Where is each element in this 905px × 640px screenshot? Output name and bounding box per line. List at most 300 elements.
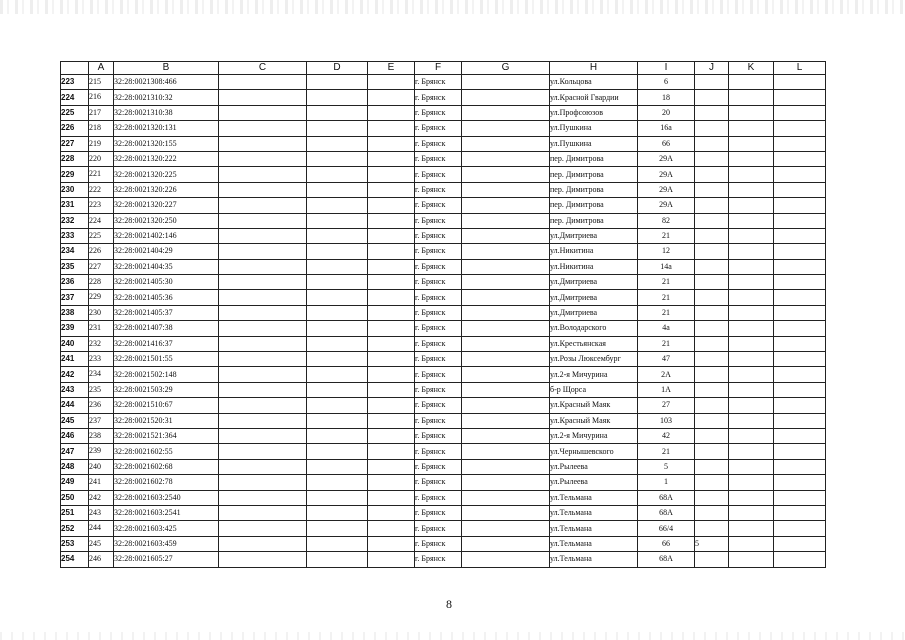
cell-f[interactable]: г. Брянск [415, 382, 462, 397]
cell-l[interactable] [774, 321, 826, 336]
cell-k[interactable] [729, 475, 774, 490]
cell-b[interactable]: 32:28:0021503:29 [114, 382, 219, 397]
cell-d[interactable] [307, 475, 368, 490]
cell-k[interactable] [729, 290, 774, 305]
cell-g[interactable] [462, 490, 550, 505]
cell-j[interactable] [695, 475, 729, 490]
cell-d[interactable] [307, 121, 368, 136]
cell-i[interactable]: 6 [638, 75, 695, 90]
cell-j[interactable] [695, 213, 729, 228]
cell-d[interactable] [307, 352, 368, 367]
cell-e[interactable] [368, 244, 415, 259]
cell-j[interactable] [695, 367, 729, 382]
cell-i[interactable]: 20 [638, 105, 695, 120]
column-header-d[interactable]: D [307, 62, 368, 75]
row-number[interactable]: 238 [61, 305, 89, 320]
cell-c[interactable] [219, 459, 307, 474]
cell-i[interactable]: 16а [638, 121, 695, 136]
cell-d[interactable] [307, 552, 368, 567]
cell-h[interactable]: ул.Тельмана [550, 552, 638, 567]
cell-l[interactable] [774, 290, 826, 305]
cell-f[interactable]: г. Брянск [415, 398, 462, 413]
cell-d[interactable] [307, 167, 368, 182]
row-number[interactable]: 251 [61, 505, 89, 520]
cell-a[interactable]: 232 [89, 336, 114, 351]
cell-l[interactable] [774, 352, 826, 367]
cell-c[interactable] [219, 367, 307, 382]
row-number[interactable]: 237 [61, 290, 89, 305]
cell-b[interactable]: 32:28:0021603:459 [114, 536, 219, 551]
cell-d[interactable] [307, 413, 368, 428]
cell-e[interactable] [368, 275, 415, 290]
cell-b[interactable]: 32:28:0021320:131 [114, 121, 219, 136]
cell-l[interactable] [774, 167, 826, 182]
cell-i[interactable]: 21 [638, 444, 695, 459]
cell-g[interactable] [462, 213, 550, 228]
cell-d[interactable] [307, 105, 368, 120]
cell-c[interactable] [219, 105, 307, 120]
cell-d[interactable] [307, 336, 368, 351]
cell-l[interactable] [774, 228, 826, 243]
cell-d[interactable] [307, 490, 368, 505]
cell-b[interactable]: 32:28:0021310:38 [114, 105, 219, 120]
cell-e[interactable] [368, 413, 415, 428]
cell-a[interactable]: 231 [89, 321, 114, 336]
cell-d[interactable] [307, 459, 368, 474]
cell-l[interactable] [774, 428, 826, 443]
row-number[interactable]: 233 [61, 228, 89, 243]
cell-g[interactable] [462, 290, 550, 305]
cell-b[interactable]: 32:28:0021416:37 [114, 336, 219, 351]
cell-a[interactable]: 243 [89, 505, 114, 520]
cell-c[interactable] [219, 121, 307, 136]
cell-i[interactable]: 29А [638, 182, 695, 197]
row-number[interactable]: 229 [61, 167, 89, 182]
cell-l[interactable] [774, 213, 826, 228]
cell-l[interactable] [774, 382, 826, 397]
cell-e[interactable] [368, 490, 415, 505]
cell-i[interactable]: 47 [638, 352, 695, 367]
cell-a[interactable]: 219 [89, 136, 114, 151]
cell-h[interactable]: ул.Дмитриева [550, 290, 638, 305]
cell-g[interactable] [462, 121, 550, 136]
cell-h[interactable]: ул.Тельмана [550, 521, 638, 536]
cell-g[interactable] [462, 536, 550, 551]
cell-g[interactable] [462, 336, 550, 351]
cell-k[interactable] [729, 536, 774, 551]
cell-j[interactable] [695, 428, 729, 443]
row-number[interactable]: 246 [61, 428, 89, 443]
cell-h[interactable]: ул.Тельмана [550, 536, 638, 551]
cell-d[interactable] [307, 444, 368, 459]
cell-g[interactable] [462, 151, 550, 166]
cell-j[interactable] [695, 352, 729, 367]
cell-k[interactable] [729, 105, 774, 120]
cell-e[interactable] [368, 352, 415, 367]
row-number[interactable]: 239 [61, 321, 89, 336]
cell-e[interactable] [368, 382, 415, 397]
cell-h[interactable]: ул.Никитина [550, 259, 638, 274]
cell-d[interactable] [307, 428, 368, 443]
cell-g[interactable] [462, 305, 550, 320]
cell-h[interactable]: ул.Дмитриева [550, 305, 638, 320]
cell-a[interactable]: 216 [89, 90, 114, 105]
cell-k[interactable] [729, 136, 774, 151]
cell-b[interactable]: 32:28:0021320:226 [114, 182, 219, 197]
column-header-j[interactable]: J [695, 62, 729, 75]
cell-f[interactable]: г. Брянск [415, 490, 462, 505]
cell-a[interactable]: 229 [89, 290, 114, 305]
cell-e[interactable] [368, 105, 415, 120]
cell-b[interactable]: 32:28:0021402:146 [114, 228, 219, 243]
cell-d[interactable] [307, 259, 368, 274]
cell-b[interactable]: 32:28:0021502:148 [114, 367, 219, 382]
cell-l[interactable] [774, 105, 826, 120]
cell-i[interactable]: 12 [638, 244, 695, 259]
cell-i[interactable]: 66 [638, 536, 695, 551]
cell-h[interactable]: ул.Рылеева [550, 475, 638, 490]
row-number[interactable]: 247 [61, 444, 89, 459]
cell-g[interactable] [462, 167, 550, 182]
cell-l[interactable] [774, 305, 826, 320]
cell-i[interactable]: 68А [638, 490, 695, 505]
row-number[interactable]: 243 [61, 382, 89, 397]
row-number[interactable]: 234 [61, 244, 89, 259]
cell-k[interactable] [729, 75, 774, 90]
cell-e[interactable] [368, 136, 415, 151]
column-header-k[interactable]: K [729, 62, 774, 75]
cell-b[interactable]: 32:28:0021602:68 [114, 459, 219, 474]
cell-c[interactable] [219, 382, 307, 397]
cell-a[interactable]: 217 [89, 105, 114, 120]
cell-h[interactable]: ул.Дмитриева [550, 228, 638, 243]
cell-l[interactable] [774, 505, 826, 520]
cell-f[interactable]: г. Брянск [415, 336, 462, 351]
cell-d[interactable] [307, 305, 368, 320]
row-number[interactable]: 232 [61, 213, 89, 228]
cell-b[interactable]: 32:28:0021603:2541 [114, 505, 219, 520]
cell-i[interactable]: 27 [638, 398, 695, 413]
row-number[interactable]: 224 [61, 90, 89, 105]
cell-e[interactable] [368, 259, 415, 274]
cell-h[interactable]: пер. Димитрова [550, 198, 638, 213]
cell-f[interactable]: г. Брянск [415, 244, 462, 259]
cell-e[interactable] [368, 367, 415, 382]
cell-c[interactable] [219, 444, 307, 459]
cell-l[interactable] [774, 90, 826, 105]
cell-e[interactable] [368, 75, 415, 90]
row-number[interactable]: 231 [61, 198, 89, 213]
cell-i[interactable]: 29А [638, 167, 695, 182]
cell-d[interactable] [307, 182, 368, 197]
cell-h[interactable]: ул.Чернышевского [550, 444, 638, 459]
row-number[interactable]: 242 [61, 367, 89, 382]
cell-l[interactable] [774, 121, 826, 136]
cell-i[interactable]: 18 [638, 90, 695, 105]
cell-k[interactable] [729, 213, 774, 228]
cell-h[interactable]: ул.Красный Маяк [550, 413, 638, 428]
cell-j[interactable] [695, 105, 729, 120]
cell-f[interactable]: г. Брянск [415, 167, 462, 182]
cell-i[interactable]: 4а [638, 321, 695, 336]
cell-g[interactable] [462, 552, 550, 567]
cell-f[interactable]: г. Брянск [415, 228, 462, 243]
cell-d[interactable] [307, 228, 368, 243]
cell-l[interactable] [774, 244, 826, 259]
cell-g[interactable] [462, 228, 550, 243]
cell-f[interactable]: г. Брянск [415, 275, 462, 290]
cell-l[interactable] [774, 536, 826, 551]
corner-header[interactable] [61, 62, 89, 75]
cell-e[interactable] [368, 182, 415, 197]
cell-i[interactable]: 21 [638, 228, 695, 243]
cell-f[interactable]: г. Брянск [415, 213, 462, 228]
cell-k[interactable] [729, 521, 774, 536]
cell-f[interactable]: г. Брянск [415, 505, 462, 520]
cell-e[interactable] [368, 475, 415, 490]
cell-b[interactable]: 32:28:0021520:31 [114, 413, 219, 428]
cell-c[interactable] [219, 75, 307, 90]
cell-b[interactable]: 32:28:0021310:32 [114, 90, 219, 105]
cell-a[interactable]: 222 [89, 182, 114, 197]
cell-e[interactable] [368, 336, 415, 351]
column-header-a[interactable]: A [89, 62, 114, 75]
row-number[interactable]: 228 [61, 151, 89, 166]
cell-b[interactable]: 32:28:0021405:36 [114, 290, 219, 305]
cell-j[interactable] [695, 259, 729, 274]
cell-f[interactable]: г. Брянск [415, 105, 462, 120]
cell-k[interactable] [729, 305, 774, 320]
cell-f[interactable]: г. Брянск [415, 290, 462, 305]
row-number[interactable]: 240 [61, 336, 89, 351]
cell-l[interactable] [774, 398, 826, 413]
cell-k[interactable] [729, 367, 774, 382]
cell-d[interactable] [307, 321, 368, 336]
cell-e[interactable] [368, 459, 415, 474]
cell-a[interactable]: 221 [89, 167, 114, 182]
cell-a[interactable]: 226 [89, 244, 114, 259]
row-number[interactable]: 235 [61, 259, 89, 274]
cell-k[interactable] [729, 182, 774, 197]
cell-h[interactable]: пер. Димитрова [550, 167, 638, 182]
cell-c[interactable] [219, 475, 307, 490]
cell-a[interactable]: 225 [89, 228, 114, 243]
cell-e[interactable] [368, 398, 415, 413]
cell-d[interactable] [307, 213, 368, 228]
cell-h[interactable]: ул.Володарского [550, 321, 638, 336]
cell-f[interactable]: г. Брянск [415, 475, 462, 490]
cell-j[interactable] [695, 413, 729, 428]
cell-b[interactable]: 32:28:0021320:222 [114, 151, 219, 166]
cell-j[interactable] [695, 521, 729, 536]
cell-g[interactable] [462, 90, 550, 105]
cell-h[interactable]: пер. Димитрова [550, 151, 638, 166]
cell-g[interactable] [462, 413, 550, 428]
cell-b[interactable]: 32:28:0021407:38 [114, 321, 219, 336]
cell-c[interactable] [219, 290, 307, 305]
row-number[interactable]: 245 [61, 413, 89, 428]
cell-k[interactable] [729, 505, 774, 520]
cell-b[interactable]: 32:28:0021320:155 [114, 136, 219, 151]
cell-e[interactable] [368, 428, 415, 443]
cell-j[interactable] [695, 228, 729, 243]
cell-a[interactable]: 215 [89, 75, 114, 90]
cell-j[interactable] [695, 305, 729, 320]
cell-l[interactable] [774, 259, 826, 274]
cell-l[interactable] [774, 151, 826, 166]
cell-d[interactable] [307, 398, 368, 413]
row-number[interactable]: 241 [61, 352, 89, 367]
cell-j[interactable] [695, 398, 729, 413]
cell-h[interactable]: ул.2-я Мичурина [550, 367, 638, 382]
row-number[interactable]: 223 [61, 75, 89, 90]
cell-k[interactable] [729, 244, 774, 259]
cell-d[interactable] [307, 275, 368, 290]
cell-i[interactable]: 68А [638, 505, 695, 520]
cell-i[interactable]: 68А [638, 552, 695, 567]
cell-f[interactable]: г. Брянск [415, 90, 462, 105]
cell-i[interactable]: 42 [638, 428, 695, 443]
row-number[interactable]: 250 [61, 490, 89, 505]
cell-k[interactable] [729, 90, 774, 105]
cell-a[interactable]: 241 [89, 475, 114, 490]
cell-d[interactable] [307, 505, 368, 520]
cell-k[interactable] [729, 228, 774, 243]
cell-a[interactable]: 238 [89, 428, 114, 443]
cell-j[interactable]: 5 [695, 536, 729, 551]
cell-e[interactable] [368, 305, 415, 320]
cell-e[interactable] [368, 444, 415, 459]
cell-k[interactable] [729, 167, 774, 182]
cell-h[interactable]: ул.Тельмана [550, 490, 638, 505]
column-header-g[interactable]: G [462, 62, 550, 75]
cell-j[interactable] [695, 167, 729, 182]
cell-i[interactable]: 21 [638, 290, 695, 305]
cell-b[interactable]: 32:28:0021602:55 [114, 444, 219, 459]
cell-j[interactable] [695, 275, 729, 290]
cell-i[interactable]: 66/4 [638, 521, 695, 536]
cell-k[interactable] [729, 490, 774, 505]
cell-c[interactable] [219, 490, 307, 505]
cell-b[interactable]: 32:28:0021320:227 [114, 198, 219, 213]
cell-k[interactable] [729, 259, 774, 274]
cell-a[interactable]: 228 [89, 275, 114, 290]
cell-f[interactable]: г. Брянск [415, 121, 462, 136]
cell-a[interactable]: 220 [89, 151, 114, 166]
cell-l[interactable] [774, 444, 826, 459]
cell-g[interactable] [462, 505, 550, 520]
cell-e[interactable] [368, 198, 415, 213]
cell-k[interactable] [729, 151, 774, 166]
cell-d[interactable] [307, 521, 368, 536]
cell-h[interactable]: ул.Никитина [550, 244, 638, 259]
cell-d[interactable] [307, 536, 368, 551]
column-header-f[interactable]: F [415, 62, 462, 75]
column-header-i[interactable]: I [638, 62, 695, 75]
cell-i[interactable]: 29А [638, 151, 695, 166]
cell-i[interactable]: 66 [638, 136, 695, 151]
cell-b[interactable]: 32:28:0021405:30 [114, 275, 219, 290]
cell-i[interactable]: 5 [638, 459, 695, 474]
cell-c[interactable] [219, 305, 307, 320]
cell-c[interactable] [219, 352, 307, 367]
cell-d[interactable] [307, 136, 368, 151]
cell-l[interactable] [774, 75, 826, 90]
cell-c[interactable] [219, 536, 307, 551]
cell-e[interactable] [368, 321, 415, 336]
cell-a[interactable]: 218 [89, 121, 114, 136]
cell-i[interactable]: 21 [638, 305, 695, 320]
cell-e[interactable] [368, 536, 415, 551]
column-header-c[interactable]: C [219, 62, 307, 75]
cell-c[interactable] [219, 336, 307, 351]
cell-e[interactable] [368, 505, 415, 520]
cell-b[interactable]: 32:28:0021404:29 [114, 244, 219, 259]
cell-l[interactable] [774, 136, 826, 151]
row-number[interactable]: 225 [61, 105, 89, 120]
cell-b[interactable]: 32:28:0021605:27 [114, 552, 219, 567]
cell-k[interactable] [729, 459, 774, 474]
cell-f[interactable]: г. Брянск [415, 413, 462, 428]
row-number[interactable]: 244 [61, 398, 89, 413]
cell-f[interactable]: г. Брянск [415, 136, 462, 151]
cell-k[interactable] [729, 413, 774, 428]
cell-c[interactable] [219, 244, 307, 259]
column-header-b[interactable]: B [114, 62, 219, 75]
cell-j[interactable] [695, 75, 729, 90]
cell-c[interactable] [219, 428, 307, 443]
cell-k[interactable] [729, 352, 774, 367]
cell-f[interactable]: г. Брянск [415, 444, 462, 459]
cell-f[interactable]: г. Брянск [415, 521, 462, 536]
cell-b[interactable]: 32:28:0021501:55 [114, 352, 219, 367]
cell-b[interactable]: 32:28:0021521:364 [114, 428, 219, 443]
row-number[interactable]: 236 [61, 275, 89, 290]
cell-h[interactable]: ул.Пушкина [550, 136, 638, 151]
cell-b[interactable]: 32:28:0021405:37 [114, 305, 219, 320]
cell-d[interactable] [307, 75, 368, 90]
cell-j[interactable] [695, 505, 729, 520]
cell-g[interactable] [462, 321, 550, 336]
cell-h[interactable]: ул.Розы Люксембург [550, 352, 638, 367]
cell-a[interactable]: 234 [89, 367, 114, 382]
cell-k[interactable] [729, 444, 774, 459]
cell-c[interactable] [219, 213, 307, 228]
cell-f[interactable]: г. Брянск [415, 182, 462, 197]
cell-i[interactable]: 1 [638, 475, 695, 490]
cell-a[interactable]: 237 [89, 413, 114, 428]
cell-g[interactable] [462, 475, 550, 490]
cell-g[interactable] [462, 398, 550, 413]
cell-k[interactable] [729, 121, 774, 136]
row-number[interactable]: 249 [61, 475, 89, 490]
cell-b[interactable]: 32:28:0021320:250 [114, 213, 219, 228]
cell-j[interactable] [695, 121, 729, 136]
cell-d[interactable] [307, 151, 368, 166]
cell-j[interactable] [695, 321, 729, 336]
cell-k[interactable] [729, 382, 774, 397]
cell-j[interactable] [695, 459, 729, 474]
cell-g[interactable] [462, 244, 550, 259]
cell-f[interactable]: г. Брянск [415, 352, 462, 367]
cell-h[interactable]: ул.Пушкина [550, 121, 638, 136]
cell-g[interactable] [462, 444, 550, 459]
cell-e[interactable] [368, 90, 415, 105]
cell-g[interactable] [462, 275, 550, 290]
cell-f[interactable]: г. Брянск [415, 459, 462, 474]
cell-h[interactable]: пер. Димитрова [550, 182, 638, 197]
cell-l[interactable] [774, 475, 826, 490]
